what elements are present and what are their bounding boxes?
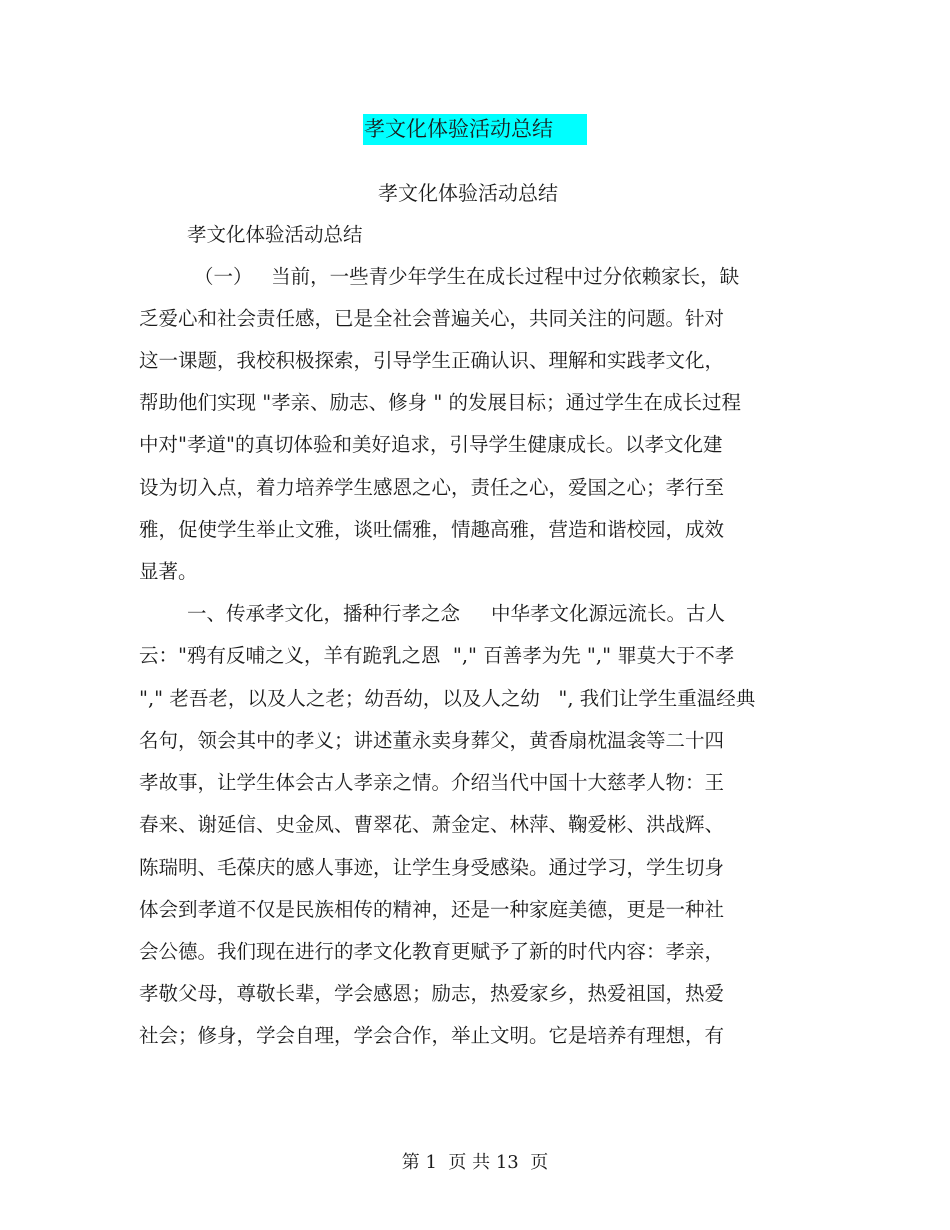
document-subtitle: 孝文化体验活动总结 [378,181,558,205]
paragraph-line: 这一课题，我校积极探索，引导学生正确认识、理解和实践孝文化， [139,349,725,372]
paragraph-line: 孝故事，让学生体会古人孝亲之情。介绍当代中国十大慈孝人物：王 [139,771,725,794]
paragraph-line: 设为切入点，着力培养学生感恩之心，责任之心，爱国之心；孝行至 [139,476,725,499]
paragraph-line: 乏爱心和社会责任感，已是全社会普遍关心，共同关注的问题。针对 [139,307,725,330]
paragraph-line: 一、传承孝文化，播种行孝之念 中华孝文化源远流长。古人 [187,602,725,625]
paragraph-line: 社会；修身，学会自理，学会合作，举止文明。它是培养有理想，有 [139,1024,725,1047]
paragraph-line: 雅，促使学生举止文雅，谈吐儒雅，情趣高雅，营造和谐校园，成效 [139,518,725,541]
paragraph-line: 孝文化体验活动总结 [187,223,363,246]
paragraph-line: 孝敬父母，尊敬长辈，学会感恩；励志，热爱家乡，热爱祖国，热爱 [139,982,725,1005]
paragraph-line: 帮助他们实现 "孝亲、励志、修身 " 的发展目标；通过学生在成长过程 [139,391,742,414]
paragraph-line: （一） 当前，一些青少年学生在成长过程中过分依赖家长，缺 [194,265,740,288]
paragraph-line: 云："鸦有反哺之义，羊有跪乳之恩 "," 百善孝为先 "," 罪莫大于不孝 [139,644,735,667]
paragraph-line: 显著。 [139,560,198,583]
page-number-footer: 第 1 页 共 13 页 [401,1152,549,1173]
paragraph-line: 陈瑞明、毛葆庆的感人事迹，让学生身受感染。通过学习，学生切身 [139,856,725,879]
paragraph-line: 春来、谢延信、史金凤、曹翠花、萧金定、林萍、鞠爱彬、洪战辉、 [139,813,725,836]
paragraph-line: 名句，领会其中的孝义；讲述董永卖身葬父，黄香扇枕温衾等二十四 [139,729,725,752]
paragraph-line: "," 老吾老，以及人之老；幼吾幼，以及人之幼 ", 我们让学生重温经典 [139,687,756,710]
paragraph-line: 中对"孝道"的真切体验和美好追求，引导学生健康成长。以孝文化建 [139,433,723,456]
paragraph-line: 会公德。我们现在进行的孝文化教育更赋予了新的时代内容：孝亲， [139,940,725,963]
document-title: 孝文化体验活动总结 [363,114,587,145]
paragraph-line: 体会到孝道不仅是民族相传的精神，还是一种家庭美德，更是一种社 [139,898,725,921]
